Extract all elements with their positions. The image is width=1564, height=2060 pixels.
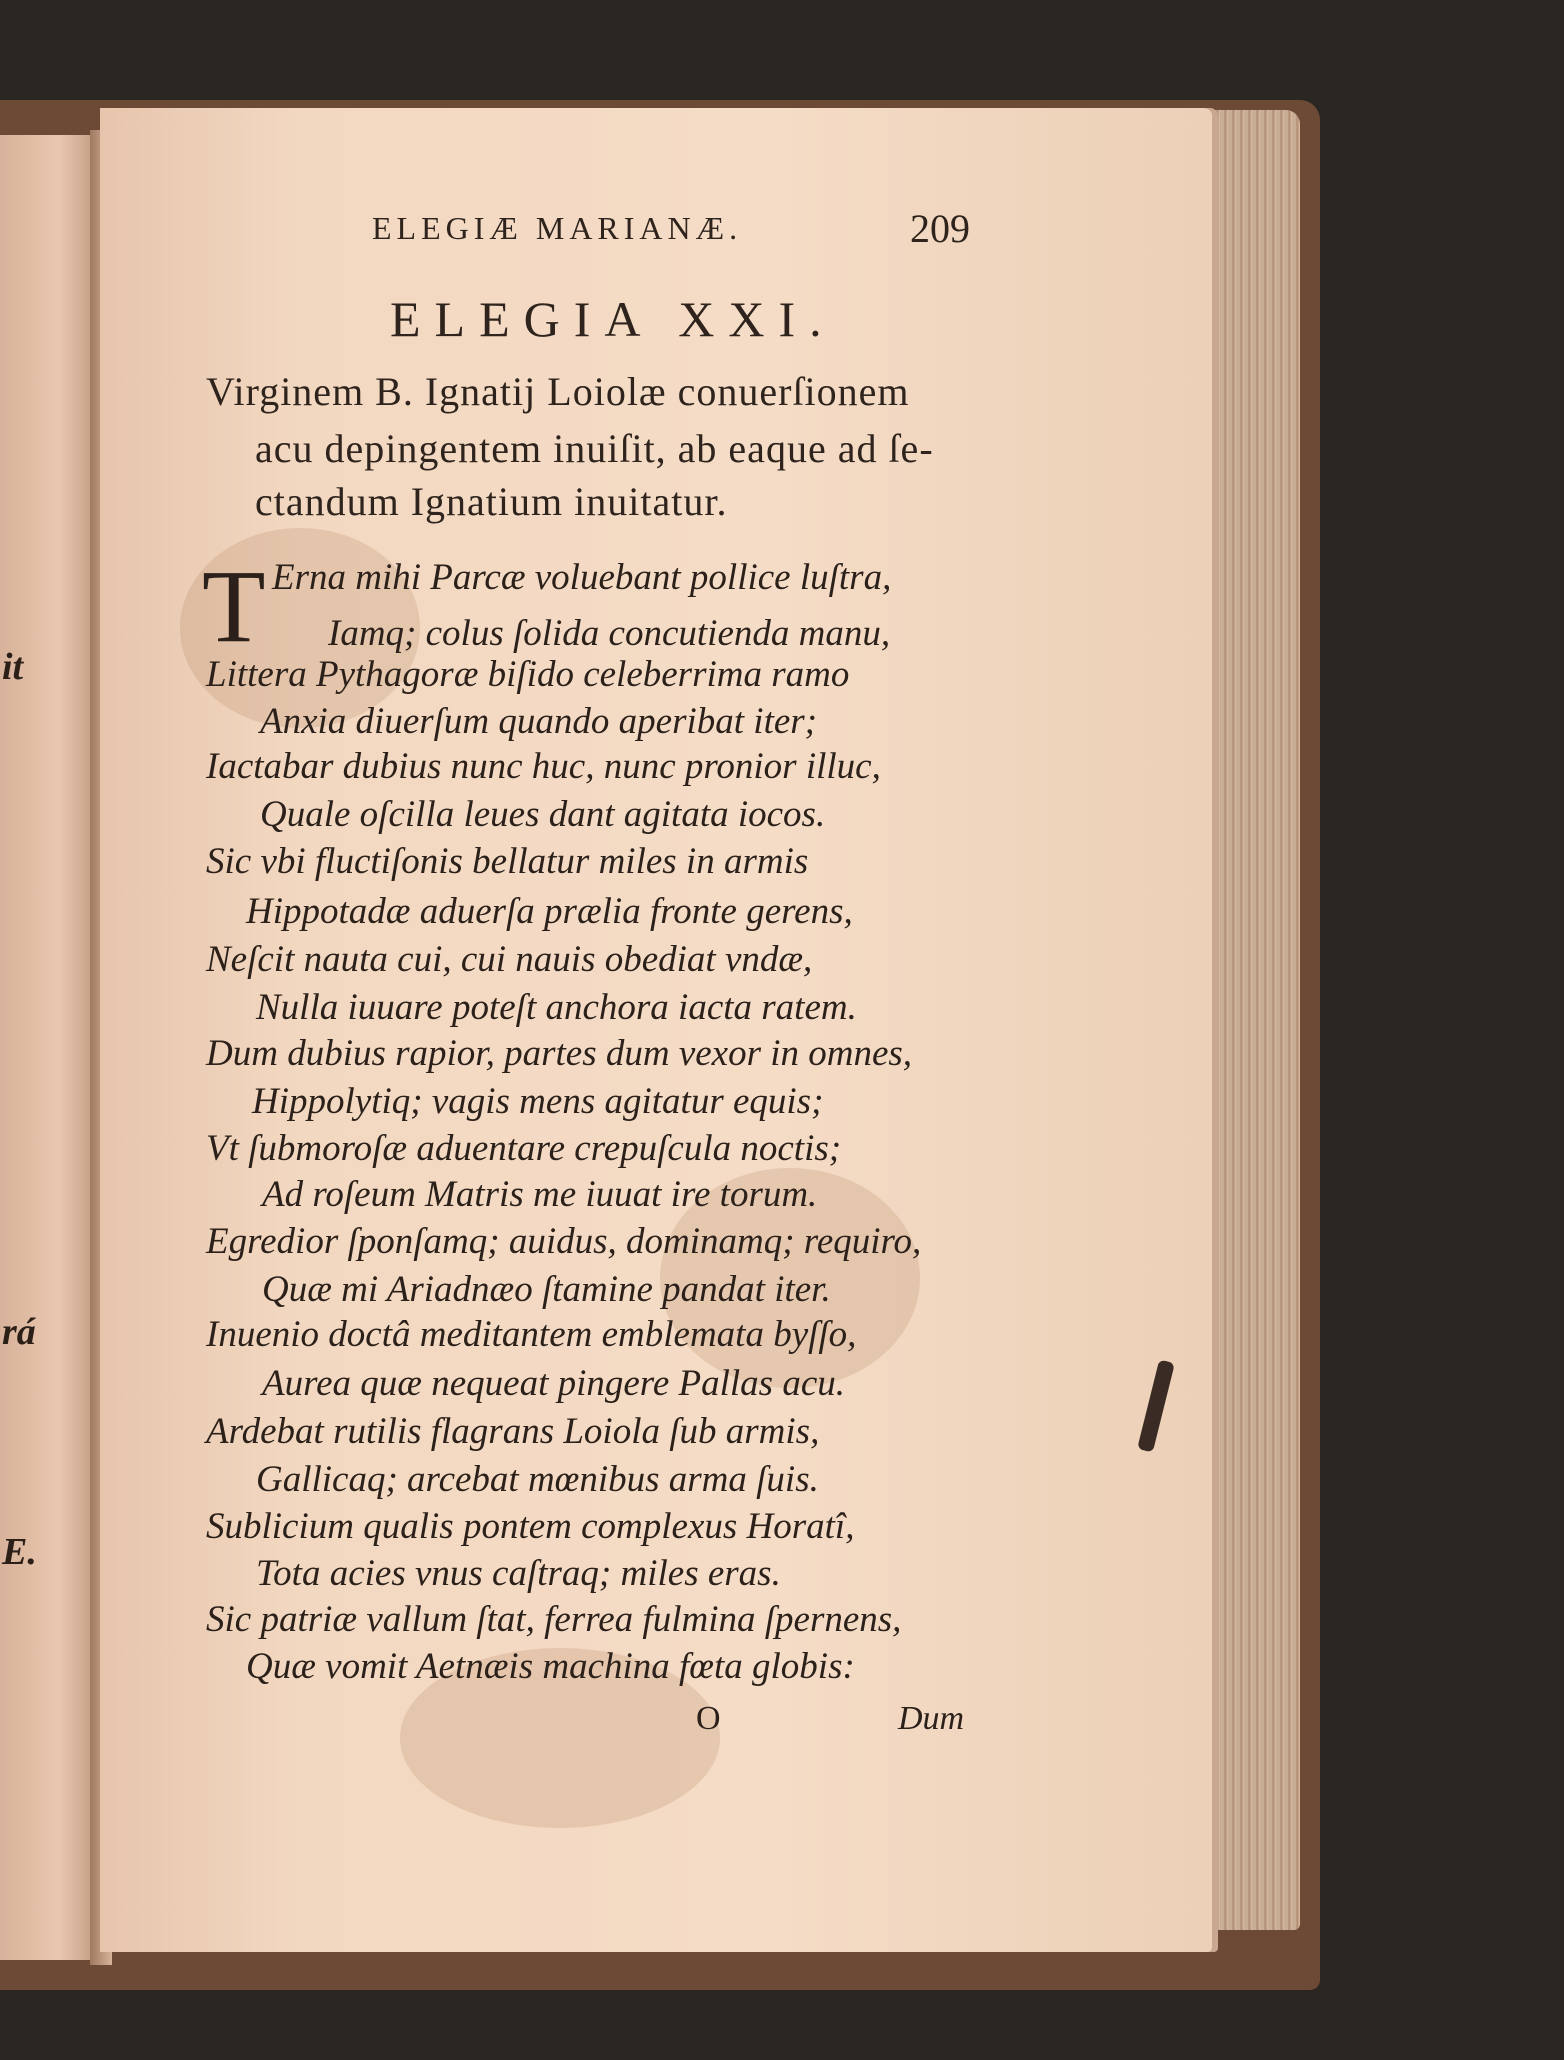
verse-line: Ad roſeum Matris me iuuat ire torum. — [262, 1174, 818, 1215]
verse-line: Ardebat rutilis flagrans Loiola ſub armis, — [206, 1411, 820, 1452]
verse-line: Iactabar dubius nunc huc, nunc pronior illuc, — [206, 746, 881, 787]
verse-line: Sublicium qualis pontem complexus Horatî, — [206, 1506, 855, 1547]
argument-line: Virginem B. Ignatij Loiolæ conuerſionem — [206, 369, 910, 414]
verse-line: Sic patriæ vallum ſtat, ferrea fulmina ſpernens, — [206, 1599, 902, 1640]
argument-line: acu depingentem inuiſit, ab eaque ad ſe- — [255, 426, 934, 471]
verse-line: Hippotadæ aduerſa prælia fronte gerens, — [246, 891, 853, 932]
verse-line: Littera Pythagoræ biſido celeberrima ramo — [206, 654, 850, 695]
drop-cap: T — [202, 549, 266, 664]
argument-line: ctandum Ignatium inuitatur. — [255, 479, 728, 524]
verse-line: Erna mihi Parcæ voluebant pollice luſtra, — [272, 557, 892, 598]
left-page-fragment: rá — [2, 1311, 36, 1353]
verse-line: Tota acies vnus caſtraq; miles eras. — [256, 1553, 781, 1594]
left-page-fragment: it — [2, 646, 24, 688]
verse-line: Quæ mi Ariadnæo ſtamine pandat iter. — [262, 1269, 831, 1310]
verse-line: Dum dubius rapior, partes dum vexor in omnes, — [206, 1033, 913, 1074]
verse-line: Nulla iuuare poteſt anchora iacta ratem. — [256, 987, 857, 1028]
verse-line: Quale oſcilla leues dant agitata iocos. — [260, 794, 826, 835]
verse-line: Sic vbi fluctiſonis bellatur miles in armis — [206, 841, 809, 882]
verse-line: Hippolytiq; vagis mens agitatur equis; — [252, 1081, 824, 1122]
verse-line: Neſcit nauta cui, cui nauis obediat vndæ, — [206, 939, 813, 980]
verse-line: Iamq; colus ſolida concutienda manu, — [328, 613, 891, 654]
elegy-title: ELEGIA XXI. — [390, 291, 836, 347]
verse-line: Quæ vomit Aetnæis machina fœta globis: — [246, 1646, 855, 1687]
page-number: 209 — [910, 206, 970, 251]
catchword: Dum — [898, 1700, 965, 1737]
verse-line: Anxia diuerſum quando aperibat iter; — [260, 701, 817, 742]
signature-mark: O — [696, 1700, 721, 1737]
left-page — [0, 135, 98, 1960]
verse-line: Inuenio doctâ meditantem emblemata byſſo, — [206, 1314, 857, 1355]
running-head: ELEGIÆ MARIANÆ. — [372, 210, 743, 246]
verse-line: Aurea quæ nequeat pingere Pallas acu. — [262, 1363, 845, 1404]
left-page-fragment: E. — [2, 1531, 37, 1573]
verse-line: Gallicaq; arcebat mœnibus arma ſuis. — [256, 1459, 819, 1500]
verse-line: Vt ſubmoroſæ aduentare crepuſcula noctis; — [206, 1128, 842, 1169]
verse-line: Egredior ſponſamq; auidus, dominamq; requiro, — [206, 1221, 922, 1262]
